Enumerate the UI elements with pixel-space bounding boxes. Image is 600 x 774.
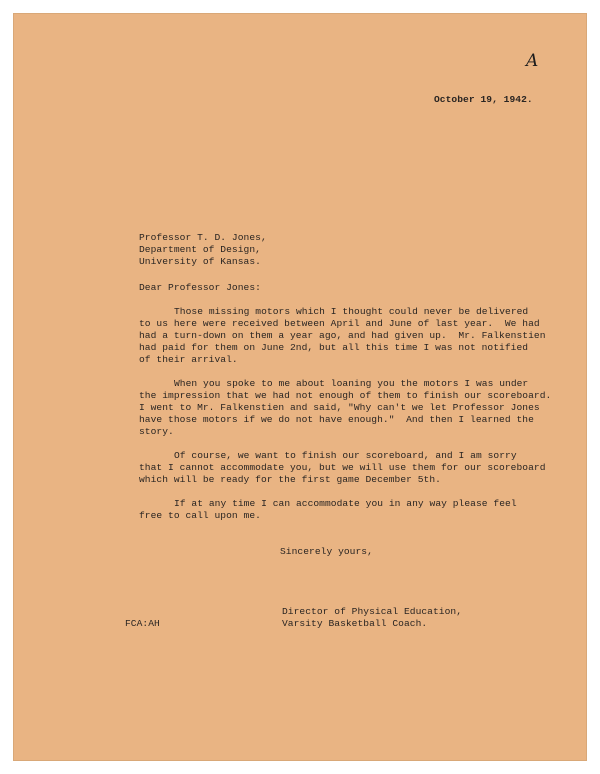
signature-subtitle: Varsity Basketball Coach. [282,618,428,629]
paragraph-1-line: of their arrival. [139,354,238,365]
paragraph-2-line: story. [139,426,174,437]
paragraph-2-line: I went to Mr. Falkenstien and said, "Why can't we let Professor Jones [139,402,540,413]
paragraph-3-line: Of course, we want to finish our scoreboard, and I am sorry [174,450,517,461]
signature-title: Director of Physical Education, [282,606,463,617]
paragraph-1-line: had paid for them on June 2nd, but all this time I was not notified [139,342,529,353]
recipient-university: University of Kansas. [139,256,261,267]
paragraph-4-line: If at any time I can accommodate you in any way please feel [174,498,517,509]
letter-date: October 19, 1942. [434,94,533,105]
paragraph-3-line: that I cannot accommodate you, but we will use them for our scoreboard [139,462,546,473]
letter-page [14,14,586,760]
salutation: Dear Professor Jones: [139,282,261,293]
paragraph-4-line: free to call upon me. [139,510,261,521]
recipient-name: Professor T. D. Jones, [139,232,267,243]
paragraph-1-line: to us here were received between April and June of last year. We had [139,318,540,329]
paragraph-2-line: the impression that we had not enough of them to finish our scoreboard. [139,390,552,401]
recipient-department: Department of Design, [139,244,261,255]
paragraph-2-line: When you spoke to me about loaning you the motors I was under [174,378,529,389]
paragraph-1-line: had a turn-down on them a year ago, and had given up. Mr. Falkenstien [139,330,546,341]
paragraph-1-line: Those missing motors which I thought could never be delivered [174,306,529,317]
closing: Sincerely yours, [280,546,373,557]
handwritten-mark: A [526,51,539,71]
paragraph-3-line: which will be ready for the first game December 5th. [139,474,441,485]
reference-initials: FCA:AH [125,618,160,629]
paragraph-2-line: have those motors if we do not have enough." And then I learned the [139,414,534,425]
